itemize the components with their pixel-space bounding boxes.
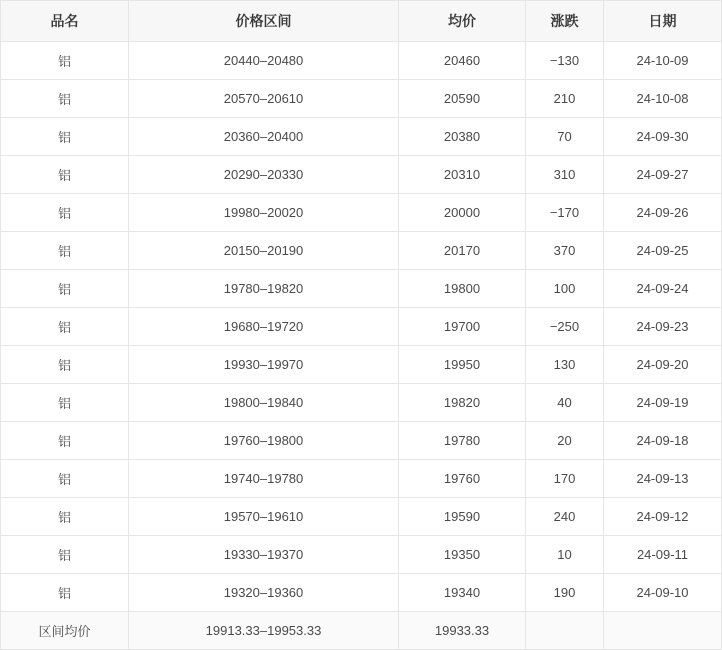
column-header-date: 日期 xyxy=(604,1,722,42)
cell-change: 70 xyxy=(526,118,604,156)
cell-average-price: 19950 xyxy=(399,346,526,384)
cell-price-range: 19980–20020 xyxy=(129,194,399,232)
cell-date: 24-09-11 xyxy=(604,536,722,574)
cell-date: 24-09-13 xyxy=(604,460,722,498)
table-body xyxy=(1,42,722,650)
cell-change: −130 xyxy=(526,42,604,80)
cell-date: 24-09-27 xyxy=(604,156,722,194)
cell-date: 24-09-26 xyxy=(604,194,722,232)
cell-change: 240 xyxy=(526,498,604,536)
cell-average-price: 19590 xyxy=(399,498,526,536)
table-row xyxy=(1,156,722,194)
cell-name: 铝 xyxy=(1,156,129,194)
cell-name: 铝 xyxy=(1,232,129,270)
table-row xyxy=(1,308,722,346)
cell-average-price: 20590 xyxy=(399,80,526,118)
cell-price-range: 19780–19820 xyxy=(129,270,399,308)
cell-price-range: 19330–19370 xyxy=(129,536,399,574)
cell-change: −170 xyxy=(526,194,604,232)
cell-name: 铝 xyxy=(1,536,129,574)
cell-average-price: 20170 xyxy=(399,232,526,270)
cell-price-range: 20570–20610 xyxy=(129,80,399,118)
cell-price-range: 19320–19360 xyxy=(129,574,399,612)
table-row xyxy=(1,80,722,118)
cell-average-price: 19780 xyxy=(399,422,526,460)
column-header-price-range: 价格区间 xyxy=(129,1,399,42)
cell-date: 24-10-09 xyxy=(604,42,722,80)
cell-date: 24-09-12 xyxy=(604,498,722,536)
cell-price-range: 20290–20330 xyxy=(129,156,399,194)
cell-name: 铝 xyxy=(1,42,129,80)
table-row xyxy=(1,422,722,460)
cell-change: 20 xyxy=(526,422,604,460)
cell-date: 24-09-18 xyxy=(604,422,722,460)
cell-change: 370 xyxy=(526,232,604,270)
cell-change: 130 xyxy=(526,346,604,384)
column-header-change: 涨跌 xyxy=(526,1,604,42)
cell-date: 24-09-23 xyxy=(604,308,722,346)
cell-summary-price-range: 19913.33–19953.33 xyxy=(129,612,399,650)
cell-name: 铝 xyxy=(1,308,129,346)
cell-name: 铝 xyxy=(1,384,129,422)
cell-average-price: 20460 xyxy=(399,42,526,80)
cell-price-range: 20360–20400 xyxy=(129,118,399,156)
cell-date: 24-09-24 xyxy=(604,270,722,308)
cell-date: 24-09-30 xyxy=(604,118,722,156)
cell-change: 170 xyxy=(526,460,604,498)
cell-change: 40 xyxy=(526,384,604,422)
cell-name: 铝 xyxy=(1,422,129,460)
cell-price-range: 19740–19780 xyxy=(129,460,399,498)
cell-date: 24-09-20 xyxy=(604,346,722,384)
cell-date: 24-09-19 xyxy=(604,384,722,422)
cell-name: 铝 xyxy=(1,194,129,232)
table-row xyxy=(1,118,722,156)
cell-price-range: 19800–19840 xyxy=(129,384,399,422)
cell-name: 铝 xyxy=(1,80,129,118)
table-row xyxy=(1,460,722,498)
table-row xyxy=(1,574,722,612)
column-header-name: 品名 xyxy=(1,1,129,42)
cell-name: 铝 xyxy=(1,118,129,156)
cell-name: 铝 xyxy=(1,574,129,612)
cell-price-range: 20440–20480 xyxy=(129,42,399,80)
table-row xyxy=(1,346,722,384)
cell-price-range: 19930–19970 xyxy=(129,346,399,384)
table-row xyxy=(1,194,722,232)
cell-name: 铝 xyxy=(1,498,129,536)
summary-row xyxy=(1,612,722,650)
cell-average-price: 20000 xyxy=(399,194,526,232)
cell-change: 100 xyxy=(526,270,604,308)
cell-average-price: 19700 xyxy=(399,308,526,346)
cell-change: −250 xyxy=(526,308,604,346)
cell-summary-date xyxy=(604,612,722,650)
cell-average-price: 20380 xyxy=(399,118,526,156)
table-header xyxy=(1,1,722,42)
cell-price-range: 19680–19720 xyxy=(129,308,399,346)
cell-change: 210 xyxy=(526,80,604,118)
header-row xyxy=(1,1,722,42)
table-row xyxy=(1,384,722,422)
cell-summary-label: 区间均价 xyxy=(1,612,129,650)
cell-price-range: 20150–20190 xyxy=(129,232,399,270)
cell-average-price: 20310 xyxy=(399,156,526,194)
table-row xyxy=(1,232,722,270)
table-row xyxy=(1,536,722,574)
cell-average-price: 19820 xyxy=(399,384,526,422)
table-row xyxy=(1,42,722,80)
cell-name: 铝 xyxy=(1,346,129,384)
table-row xyxy=(1,270,722,308)
cell-change: 190 xyxy=(526,574,604,612)
cell-price-range: 19570–19610 xyxy=(129,498,399,536)
cell-average-price: 19340 xyxy=(399,574,526,612)
cell-date: 24-10-08 xyxy=(604,80,722,118)
cell-average-price: 19800 xyxy=(399,270,526,308)
cell-average-price: 19350 xyxy=(399,536,526,574)
cell-price-range: 19760–19800 xyxy=(129,422,399,460)
cell-name: 铝 xyxy=(1,460,129,498)
cell-name: 铝 xyxy=(1,270,129,308)
cell-change: 310 xyxy=(526,156,604,194)
cell-average-price: 19760 xyxy=(399,460,526,498)
cell-date: 24-09-10 xyxy=(604,574,722,612)
cell-change: 10 xyxy=(526,536,604,574)
table-row xyxy=(1,498,722,536)
cell-summary-average-price: 19933.33 xyxy=(399,612,526,650)
column-header-average-price: 均价 xyxy=(399,1,526,42)
cell-date: 24-09-25 xyxy=(604,232,722,270)
cell-summary-change xyxy=(526,612,604,650)
